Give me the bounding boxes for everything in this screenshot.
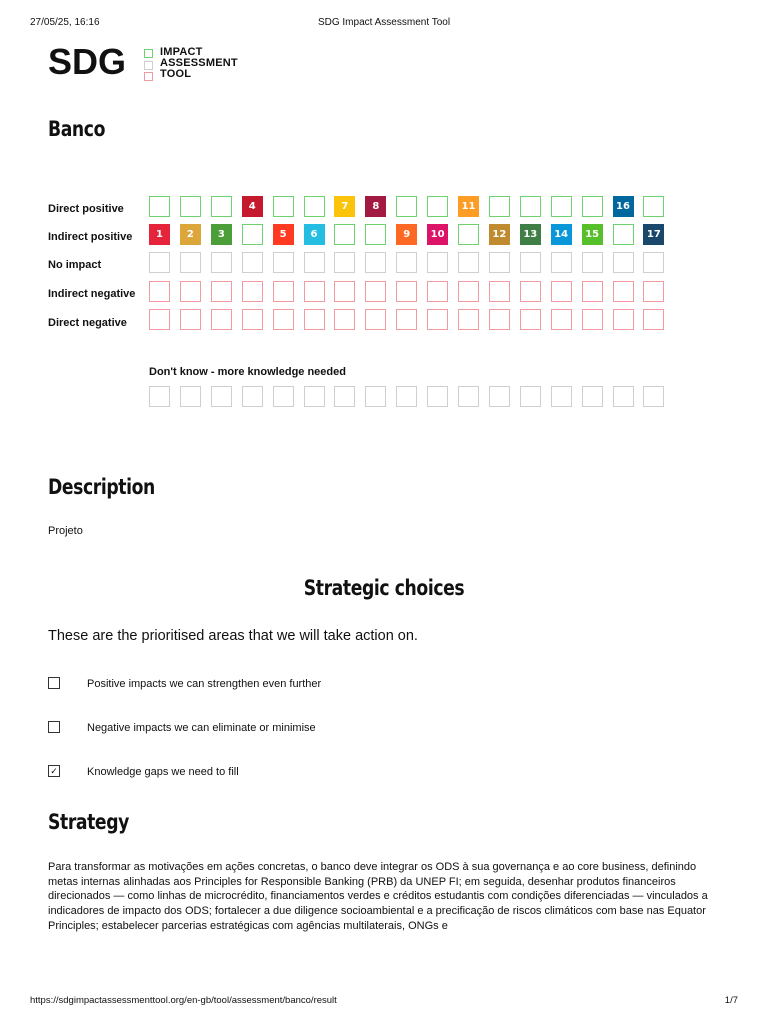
sdg-3-empty-cell	[211, 309, 232, 330]
sdg-1-empty-cell	[149, 196, 170, 217]
sdg-5-tile: 5	[273, 224, 294, 245]
sdg-9-empty-cell	[396, 196, 417, 217]
sdg-16-empty-cell	[613, 309, 634, 330]
sdg-8-empty-cell	[365, 252, 386, 273]
sdg-15-empty-cell	[582, 196, 603, 217]
sdg-1-empty-cell	[149, 309, 170, 330]
sdg-9-empty-cell	[396, 386, 417, 407]
sdg-7-empty-cell	[334, 252, 355, 273]
sdg-6-empty-cell	[304, 196, 325, 217]
sdg-14-empty-cell	[551, 196, 572, 217]
row-label-direct-negative: Direct negative	[48, 317, 127, 329]
sdg-6-empty-cell	[304, 281, 325, 302]
checkbox-negative-impacts[interactable]	[48, 721, 60, 733]
sdg-10-empty-cell	[427, 252, 448, 273]
sdg-13-empty-cell	[520, 281, 541, 302]
sdg-16-empty-cell	[613, 224, 634, 245]
sdg-15-empty-cell	[582, 386, 603, 407]
sdg-6-tile: 6	[304, 224, 325, 245]
sdg-17-tile: 17	[643, 224, 664, 245]
logo-word-assessment: ASSESSMENT	[160, 57, 238, 69]
sdg-2-empty-cell	[180, 281, 201, 302]
sdg-12-empty-cell	[489, 309, 510, 330]
sdg-3-empty-cell	[211, 386, 232, 407]
sdg-8-tile: 8	[365, 196, 386, 217]
row-label-direct-positive: Direct positive	[48, 203, 124, 215]
sdg-4-empty-cell	[242, 252, 263, 273]
print-title: SDG Impact Assessment Tool	[317, 17, 451, 28]
sdg-12-empty-cell	[489, 386, 510, 407]
row-label-indirect-positive: Indirect positive	[48, 231, 133, 243]
sdg-2-tile: 2	[180, 224, 201, 245]
sdg-14-empty-cell	[551, 309, 572, 330]
sdg-14-empty-cell	[551, 386, 572, 407]
sdg-9-empty-cell	[396, 281, 417, 302]
sdg-7-empty-cell	[334, 386, 355, 407]
sdg-4-empty-cell	[242, 386, 263, 407]
logo-box-neutral	[144, 61, 153, 70]
logo-box-negative	[144, 72, 153, 81]
sdg-3-tile: 3	[211, 224, 232, 245]
sdg-12-tile: 12	[489, 224, 510, 245]
sdg-1-empty-cell	[149, 281, 170, 302]
sdg-6-empty-cell	[304, 252, 325, 273]
sdg-17-empty-cell	[643, 196, 664, 217]
sdg-10-empty-cell	[427, 386, 448, 407]
sdg-4-empty-cell	[242, 224, 263, 245]
sdg-10-empty-cell	[427, 281, 448, 302]
sdg-13-empty-cell	[520, 196, 541, 217]
sdg-6-empty-cell	[304, 309, 325, 330]
sdg-7-tile: 7	[334, 196, 355, 217]
sdg-12-empty-cell	[489, 252, 510, 273]
sdg-17-empty-cell	[643, 281, 664, 302]
sdg-4-empty-cell	[242, 309, 263, 330]
sdg-10-tile: 10	[427, 224, 448, 245]
print-page-number: 1/7	[724, 995, 738, 1006]
checkbox-knowledge-gaps[interactable]: ✓	[48, 765, 60, 777]
sdg-17-empty-cell	[643, 309, 664, 330]
sdg-9-tile: 9	[396, 224, 417, 245]
checkbox-positive-impacts[interactable]	[48, 677, 60, 689]
print-datetime: 27/05/25, 16:16	[30, 17, 100, 28]
sdg-15-empty-cell	[582, 309, 603, 330]
sdg-5-empty-cell	[273, 252, 294, 273]
sdg-1-tile: 1	[149, 224, 170, 245]
sdg-4-empty-cell	[242, 281, 263, 302]
sdg-9-empty-cell	[396, 252, 417, 273]
sdg-4-tile: 4	[242, 196, 263, 217]
sdg-8-empty-cell	[365, 309, 386, 330]
sdg-16-tile: 16	[613, 196, 634, 217]
sdg-13-empty-cell	[520, 386, 541, 407]
sdg-5-empty-cell	[273, 281, 294, 302]
sdg-11-tile: 11	[458, 196, 479, 217]
sdg-10-empty-cell	[427, 196, 448, 217]
sdg-3-empty-cell	[211, 281, 232, 302]
sdg-8-empty-cell	[365, 224, 386, 245]
row-label-indirect-negative: Indirect negative	[48, 288, 136, 300]
sdg-14-tile: 14	[551, 224, 572, 245]
sdg-16-empty-cell	[613, 252, 634, 273]
sdg-16-empty-cell	[613, 386, 634, 407]
sdg-11-empty-cell	[458, 224, 479, 245]
sdg-7-empty-cell	[334, 309, 355, 330]
sdg-9-empty-cell	[396, 309, 417, 330]
sdg-11-empty-cell	[458, 252, 479, 273]
choice-label: Negative impacts we can eliminate or minimise	[87, 722, 316, 734]
sdg-6-empty-cell	[304, 386, 325, 407]
sdg-14-empty-cell	[551, 281, 572, 302]
sdg-2-empty-cell	[180, 386, 201, 407]
choice-label: Knowledge gaps we need to fill	[87, 766, 239, 778]
sdg-17-empty-cell	[643, 386, 664, 407]
sdg-15-empty-cell	[582, 252, 603, 273]
logo-words	[160, 47, 238, 80]
sdg-10-empty-cell	[427, 309, 448, 330]
sdg-13-empty-cell	[520, 309, 541, 330]
logo-word-tool: TOOL	[160, 68, 192, 80]
sdg-5-empty-cell	[273, 196, 294, 217]
sdg-1-empty-cell	[149, 252, 170, 273]
sdg-5-empty-cell	[273, 309, 294, 330]
sdg-7-empty-cell	[334, 224, 355, 245]
strategic-choices-heading: Strategic choices	[303, 576, 465, 600]
sdg-2-empty-cell	[180, 252, 201, 273]
strategy-heading: Strategy	[48, 810, 129, 834]
sdg-2-empty-cell	[180, 309, 201, 330]
sdg-13-empty-cell	[520, 252, 541, 273]
sdg-2-empty-cell	[180, 196, 201, 217]
sdg-5-empty-cell	[273, 386, 294, 407]
description-heading: Description	[48, 475, 155, 499]
sdg-11-empty-cell	[458, 386, 479, 407]
sdg-12-empty-cell	[489, 281, 510, 302]
sdg-13-tile: 13	[520, 224, 541, 245]
row-label-no-impact: No impact	[48, 259, 102, 271]
strategy-text: Para transformar as motivações em ações concretas, o banco deve integrar os ODS à sua governança e ao core business, definindo metas internas alinhadas aos Principles for Responsible Banking (PRB) da UNEP FI; em seguida, desenhar produtos financeiros direcionados — como linhas de microcrédito, financiamentos verdes e créditos estudantis com condições diferenciadas — vinculados a indicadores de impacto dos ODS; fortalecer a due diligence socioambiental e a precificação de riscos climáticos com base nas Equator Principles; estabelecer parcerias estratégicas com agências multilaterais, ONGs e	[48, 861, 708, 932]
print-url: https://sdgimpactassessmenttool.org/en-gb/tool/assessment/banco/result	[30, 995, 337, 1006]
sdg-16-empty-cell	[613, 281, 634, 302]
assessment-title: Banco	[48, 117, 106, 141]
logo-word-impact: IMPACT	[160, 46, 203, 58]
logo-sdg-text: SDG	[48, 41, 127, 82]
logo-box-positive	[144, 49, 153, 58]
sdg-3-empty-cell	[211, 252, 232, 273]
sdg-8-empty-cell	[365, 281, 386, 302]
sdg-15-tile: 15	[582, 224, 603, 245]
logo-boxes	[144, 49, 153, 84]
sdg-8-empty-cell	[365, 386, 386, 407]
sdg-14-empty-cell	[551, 252, 572, 273]
description-text: Projeto	[48, 525, 83, 537]
sdg-11-empty-cell	[458, 281, 479, 302]
choice-label: Positive impacts we can strengthen even further	[87, 678, 322, 690]
sdg-15-empty-cell	[582, 281, 603, 302]
dont-know-label: Don't know - more knowledge needed	[149, 366, 346, 378]
sdg-1-empty-cell	[149, 386, 170, 407]
sdg-17-empty-cell	[643, 252, 664, 273]
sdg-11-empty-cell	[458, 309, 479, 330]
sdg-3-empty-cell	[211, 196, 232, 217]
strategic-intro: These are the prioritised areas that we will take action on.	[48, 628, 418, 644]
sdg-12-empty-cell	[489, 196, 510, 217]
sdg-7-empty-cell	[334, 281, 355, 302]
